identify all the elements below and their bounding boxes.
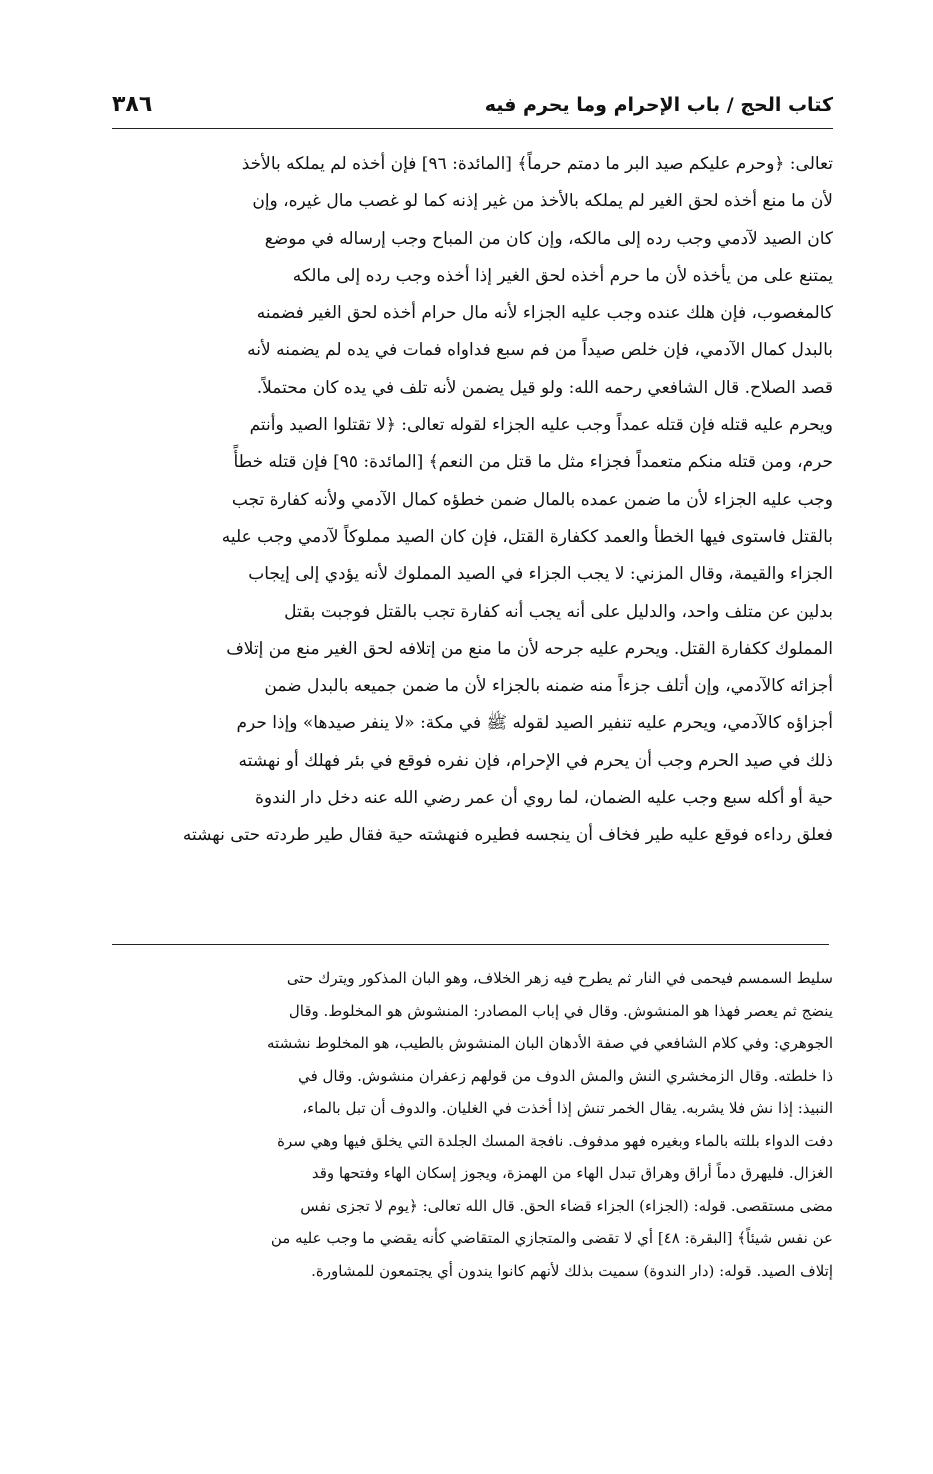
footnote-text: سليط السمسم فيحمى في النار ثم يطرح فيه زهر الخلاف، وهو البان المذكور ويترك حتى ينضج ثم يعصر فهذا هو المنشوش. وقال في إباب المصادر: المنشوش هو المخلوط. وقال الجوهري: وفي كلام الشافعي في صفة الأدهان البان المنشوش بالطيب، هو المخلوط نششته ذا خلطته. وقال الزمخشري النش والمش الدوف من قولهم زعفران منشوش. وقال في النبيذ: إذا نش فلا يشربه. يقال الخمر تنش إذا أخذت في الغليان. والدوف أن تبل بالماء، دفت الدواء بللته بالماء وبغيره فهو مدفوف. نافجة المسك الجلدة التي يخلق فيها وهي سرة الغزال. فليهرق دماً أراق وهراق تبدل الهاء من الهمزة، ويجوز إسكان الهاء وفتحها وقد مضى مستقصى. قوله: (الجزاء) الجزاء قضاء الحق. قال الله تعالى: ﴿يوم لا تجزى نفس عن نفس شيئاً﴾ [البقرة: ٤٨] أي لا تقضى والمتجازي المتقاضي كأنه يقضي ما وجب عليه من إتلاف الصيد. قوله: (دار الندوة) سميت بذلك لأنهم كانوا يندون أي يجتمعون للمشاورة. bbox=[267, 969, 833, 1280]
footnote-divider bbox=[112, 944, 829, 945]
running-title: كتاب الحج / باب الإحرام وما يحرم فيه bbox=[484, 94, 833, 116]
page-header bbox=[112, 88, 833, 129]
page-number: ٣٨٦ bbox=[112, 92, 153, 117]
main-text-body: تعالى: ﴿وحرم عليكم صيد البر ما دمتم حرماً﴾ [المائدة: ٩٦] فإن أخذه لم يملكه بالأخذ لأن ما منع أخذه لحق الغير لم يملكه بالأخذ من غير إذنه كما لو غصب مال غيره، وإن كان الصيد لآدمي وجب رده إلى مالكه، وإن كان من المباح وجب إرساله في موضع يمتنع على من يأخذه لأن ما حرم أخذه لحق الغير إذا أخذه وجب رده إلى مالكه كالمغصوب، فإن هلك عنده وجب عليه الجزاء لأنه مال حرام أخذه لحق الغير فضمنه بالبدل كمال الآدمي، فإن خلص صيداً من فم سبع فداواه فمات في يده لم يضمنه لأنه قصد الصلاح. قال الشافعي رحمه الله: ولو قيل يضمن لأنه تلف في يده كان محتملاً. ويحرم عليه قتله فإن قتله عمداً وجب عليه الجزاء لقوله تعالى: ﴿لا تقتلوا الصيد وأنتم حرم، ومن قتله منكم متعمداً فجزاء مثل ما قتل من النعم﴾ [المائدة: ٩٥] فإن قتله خطأً وجب عليه الجزاء لأن ما ضمن عمده بالمال ضمن خطؤه كمال الآدمي ولأنه كفارة تجب بالقتل فاستوى فيها الخطأ والعمد ككفارة القتل، فإن كان الصيد مملوكاً لآدمي وجب عليه الجزاء والقيمة، وقال المزني: لا يجب الجزاء في الصيد المملوك لأنه يؤدي إلى إيجاب بدلين عن متلف واحد، والدليل على أنه يجب أنه كفارة تجب بالقتل فوجبت بقتل المملوك ككفارة القتل. ويحرم عليه جرحه لأن ما منع من إتلافه لحق الغير منع من إتلاف أجزائه كالآدمي، وإن أتلف جزءاً منه ضمنه بالجزاء لأن ما ضمن جميعه بالبدل ضمن أجزاؤه كالآدمي، ويحرم عليه تنفير الصيد لقوله ﷺ في مكة: «لا ينفر صيدها» وإذا حرم ذلك في صيد الحرم وجب أن يحرم في الإحرام، فإن نفره فوقع في بئر فهلك أو نهشته حية أو أكله سبع وجب عليه الضمان، لما روي أن عمر رضي الله عنه دخل دار الندوة فعلق رداءه فوقع عليه طير فخاف أن ينجسه فطيره فنهشته حية فقال طير طردته حتى نهشته bbox=[182, 154, 833, 846]
